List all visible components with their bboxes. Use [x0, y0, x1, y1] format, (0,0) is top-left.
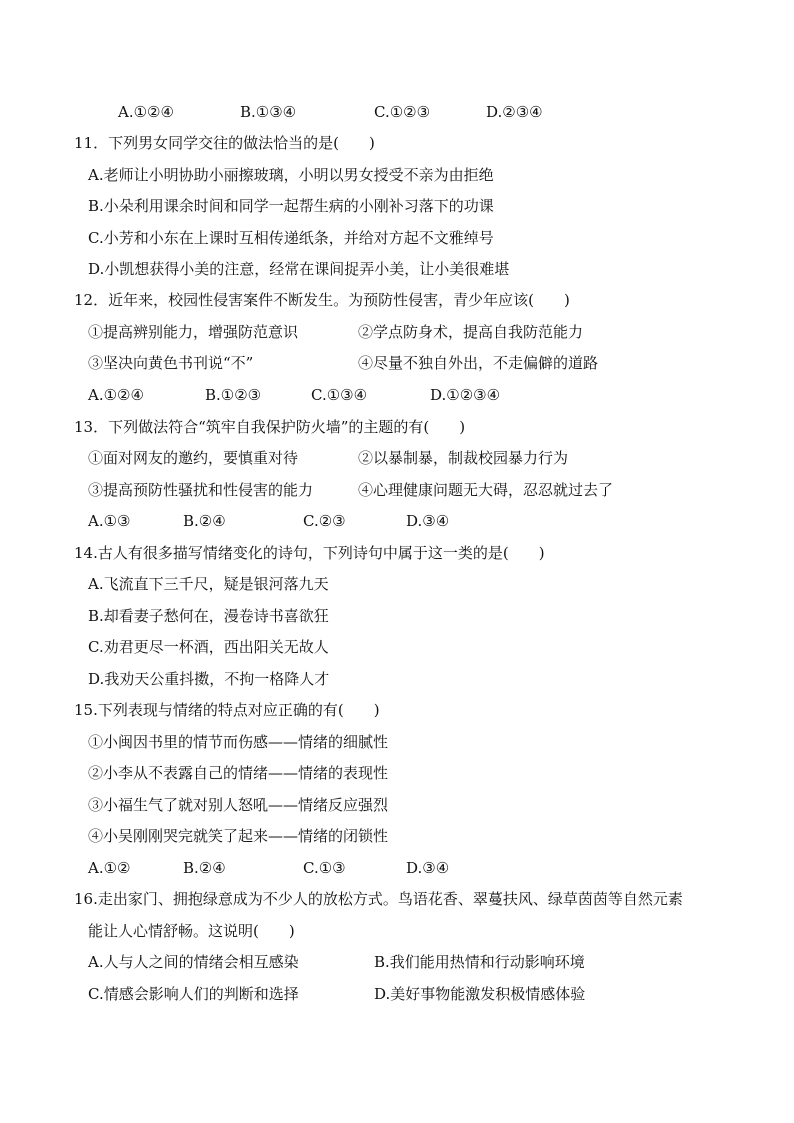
q15-statement-2: ②小李从不表露自己的情绪——情绪的表现性 [88, 764, 389, 782]
q14-stem: 14.古人有很多描写情绪变化的诗句，下列诗句中属于这一类的是( ) [74, 544, 545, 562]
q16-stem-line-1: 16.走出家门、拥抱绿意成为不少人的放松方式。鸟语花香、翠蔓扶风、绿草茵茵等自然元素 [74, 890, 683, 908]
q16-stem-line-2: 能让人心情舒畅。这说明( ) [88, 922, 295, 940]
q10-option-b: B.①③④ [240, 103, 297, 121]
q16-option-b: B.我们能用热情和行动影响环境 [374, 953, 585, 971]
q12-option-c: C.①③④ [311, 386, 368, 404]
q14-option-d: D.我劝天公重抖擞，不拘一格降人才 [88, 670, 330, 688]
q14-option-c: C.劝君更尽一杯酒，西出阳关无故人 [88, 638, 329, 656]
q15-statement-4: ④小吴刚刚哭完就笑了起来——情绪的闭锁性 [88, 827, 389, 845]
q11-option-d: D.小凯想获得小美的注意，经常在课间捉弄小美，让小美很难堪 [88, 260, 510, 278]
q13-statement-4: ④心理健康问题无大碍，忍忍就过去了 [358, 481, 614, 499]
q12-option-a: A.①②④ [88, 386, 144, 404]
q16-option-a: A.人与人之间的情绪会相互感染 [88, 953, 299, 971]
q14-option-b: B.却看妻子愁何在，漫卷诗书喜欲狂 [88, 607, 329, 625]
q15-statement-3: ③小福生气了就对别人怒吼——情绪反应强烈 [88, 796, 389, 814]
q15-statement-1: ①小闽因书里的情节而伤感——情绪的细腻性 [88, 733, 389, 751]
q13-option-d: D.③④ [406, 512, 450, 530]
q11-option-c: C.小芳和小东在上课时互相传递纸条，并给对方起不文雅绰号 [88, 229, 494, 247]
q11-option-a: A.老师让小明协助小丽擦玻璃，小明以男女授受不亲为由拒绝 [88, 166, 494, 184]
q12-option-d: D.①②③④ [430, 386, 501, 404]
q13-statement-2: ②以暴制暴，制裁校园暴力行为 [358, 449, 569, 467]
q15-stem: 15.下列表现与情绪的特点对应正确的有( ) [74, 701, 380, 719]
q14-option-a: A.飞流直下三千尺，疑是银河落九天 [88, 575, 329, 593]
q11-stem: 11．下列男女同学交往的做法恰当的是( ) [74, 134, 375, 152]
q12-statement-2: ②学点防身术，提高自我防范能力 [358, 323, 584, 341]
q13-option-c: C.②③ [303, 512, 346, 530]
q10-option-c: C.①②③ [374, 103, 431, 121]
q12-statement-1: ①提高辨别能力，增强防范意识 [88, 323, 299, 341]
q13-option-a: A.①③ [88, 512, 131, 530]
q12-stem: 12．近年来，校园性侵害案件不断发生。为预防性侵害，青少年应该( ) [74, 291, 570, 309]
q15-option-d: D.③④ [406, 859, 450, 877]
q12-statement-3: ③坚决向黄色书刊说“不” [88, 354, 254, 372]
q16-option-c: C.情感会影响人们的判断和选择 [88, 985, 299, 1003]
q12-option-b: B.①②③ [205, 386, 262, 404]
q15-option-c: C.①③ [303, 859, 346, 877]
q10-option-a: A.①②④ [118, 103, 174, 121]
q16-option-d: D.美好事物能激发积极情感体验 [374, 985, 586, 1003]
q13-statement-1: ①面对网友的邀约，要慎重对待 [88, 449, 299, 467]
q13-option-b: B.②④ [183, 512, 226, 530]
q10-option-d: D.②③④ [486, 103, 543, 121]
q13-statement-3: ③提高预防性骚扰和性侵害的能力 [88, 481, 314, 499]
q11-option-b: B.小朵利用课余时间和同学一起帮生病的小刚补习落下的功课 [88, 197, 494, 215]
q12-statement-4: ④尽量不独自外出，不走偏僻的道路 [358, 354, 599, 372]
q13-stem: 13．下列做法符合“筑牢自我保护防火墙”的主题的有( ) [74, 418, 466, 436]
q15-option-a: A.①② [88, 859, 131, 877]
q15-option-b: B.②④ [183, 859, 226, 877]
